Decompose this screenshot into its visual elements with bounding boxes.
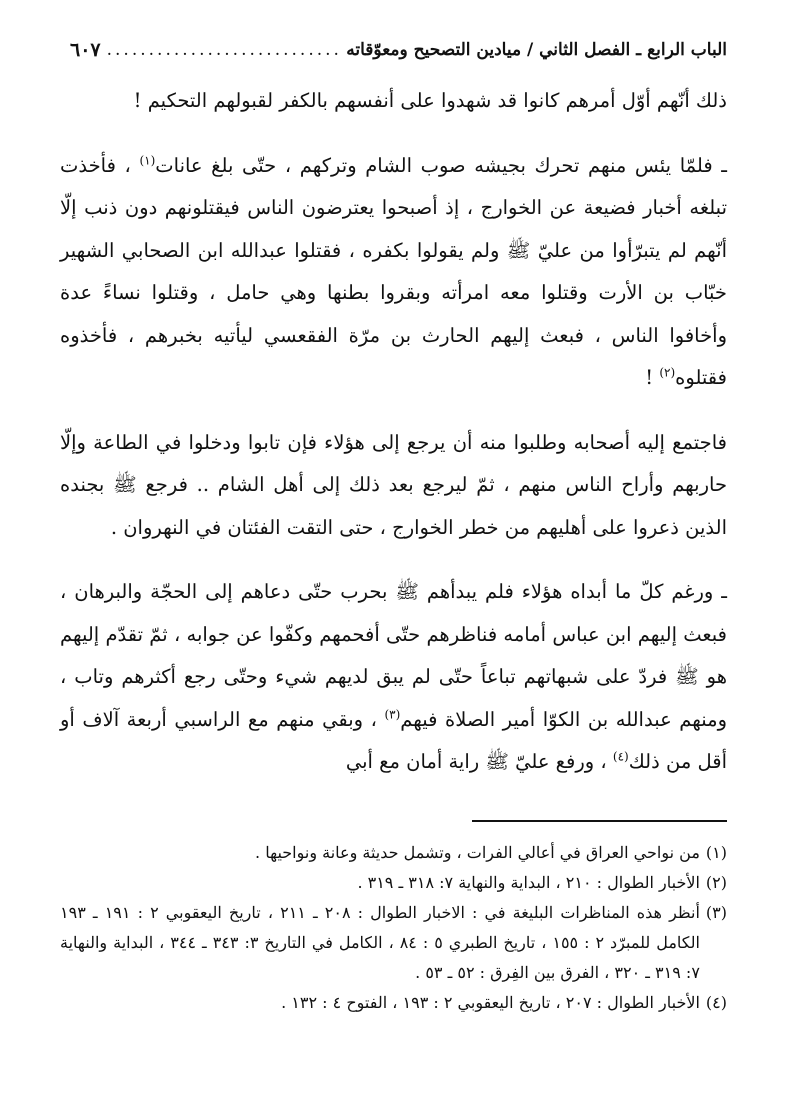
- running-header: [70, 30, 727, 70]
- paragraph-2-continued: ، فأخذت تبلغه أخبار فضيعة عن الخوارج ، إذ أصبحوا يعترضون الناس فيقتلونهم دون ذنب إلّا أنّهم لم يتبرّأوا من عليّ ﷺ ولم يقولوا بكفره ، فقتلوا عبدالله ابن الصحابي الشهير خبّاب بن الأرت وقتلوا معه امرأته وبقروا بطنها وهي حامل ، وقتلوا نساءً عدة وأخافوا الناس ، فبعث إليهم الحارث بن مرّة الفقعسي ليأتيه بخبرهم ، فأخذوه فقتلوه: [60, 153, 727, 389]
- footnote-4: [60, 988, 727, 1018]
- paragraph-4: [60, 571, 727, 784]
- footnote-4-number: (٤): [705, 993, 727, 1012]
- footnote-2: [60, 868, 727, 898]
- footnote-1-number: (١): [705, 843, 727, 862]
- footnote-4-text: الأخبار الطوال : ٢٠٧ ، تاريخ اليعقوبي ٢ : ١٩٣ ، الفتوح ٤ : ١٣٢ .: [281, 993, 700, 1012]
- paragraph-1: [60, 80, 727, 123]
- paragraph-4-text: ـ ورغم كلّ ما أبداه هؤلاء فلم يبدأهم ﷺ بحرب حتّى دعاهم إلى الحجّة والبرهان ، فبعث إليهم ابن عباس أمامه فناظرهم حتّى أفحمهم وكفّوا عن جوابه ، ثمّ تقدّم إليهم هو ﷺ فردّ على شبهاتهم تباعاً حتّى لم يبق لديهم شيء وحتّى رجع أكثرهم وتاب ، ومنهم عبدالله بن الكوّا أمير الصلاة فيهم: [60, 580, 727, 731]
- page-number: ٦٠٧: [70, 39, 101, 61]
- footnote-2-text: الأخبار الطوال : ٢١٠ ، البداية والنهاية ٧: ٣١٨ ـ ٣١٩ .: [357, 873, 700, 892]
- footnote-3-text: أنظر هذه المناظرات البليغة في : الاخبار الطوال : ٢٠٨ ـ ٢١١ ، تاريخ اليعقوبي ٢ : ١٩١ ـ ١٩٣ الكامل للمبرّد ٢ : ١٥٥ ، تاريخ الطبري ٥ : ٨٤ ، الكامل في التاريخ ٣: ٣٤٣ ـ ٣٤٤ ، البداية والنهاية ٧: ٣١٩ ـ ٣٢٠ ، الفرق بين الفِرق : ٥٢ ـ ٥٣ .: [60, 903, 700, 982]
- footnote-1: [60, 838, 727, 868]
- paragraph-4-end: ، ورفع عليّ ﷺ راية أمان مع أبي: [345, 750, 607, 773]
- footnotes: [60, 838, 727, 1018]
- paragraph-4-continued: ، وبقي منهم مع الراسبي أربعة آلاف أو أقل من ذلك: [60, 707, 727, 773]
- footnote-ref-1: (١): [139, 153, 156, 167]
- footnote-ref-3: (٣): [384, 707, 401, 721]
- footnote-ref-4: (٤): [612, 749, 629, 764]
- footnote-3-number: (٣): [705, 903, 727, 922]
- body-text: [60, 80, 727, 784]
- footnote-divider: [472, 820, 727, 822]
- footnote-3: [60, 898, 727, 988]
- paragraph-3: [60, 422, 727, 550]
- paragraph-3-text: فاجتمع إليه أصحابه وطلبوا منه أن يرجع إلى هؤلاء فإن تابوا ودخلوا في الطاعة وإلّا حاربهم وأراح الناس منهم ، ثمّ ليرجع بعد ذلك إلى أهل الشام .. فرجع ﷺ بجنده الذين ذعروا على أهليهم من خطر الخوارج ، حتى التقت الفئتان في النهروان .: [60, 430, 727, 539]
- paragraph-2-text: ـ فلمّا يئس منهم تحرك بجيشه صوب الشام وتركهم ، حتّى بلغ عانات: [155, 153, 728, 177]
- header-title: الباب الرابع ـ الفصل الثاني / ميادين التصحيح ومعوّقاته: [346, 40, 727, 60]
- paragraph-2-end: !: [645, 366, 654, 389]
- paragraph-1-text: ذلك أنّهم أوّل أمرهم كانوا قد شهدوا على أنفسهم بالكفر لقبولهم التحكيم !: [133, 89, 727, 112]
- paragraph-2: [60, 145, 727, 400]
- leader-dots: [107, 40, 341, 60]
- footnote-2-number: (٢): [705, 873, 727, 892]
- footnote-1-text: من نواحي العراق في أعالي الفرات ، وتشمل حديثة وعانة ونواحيها .: [255, 843, 700, 862]
- footnote-ref-2: (٢): [659, 365, 676, 380]
